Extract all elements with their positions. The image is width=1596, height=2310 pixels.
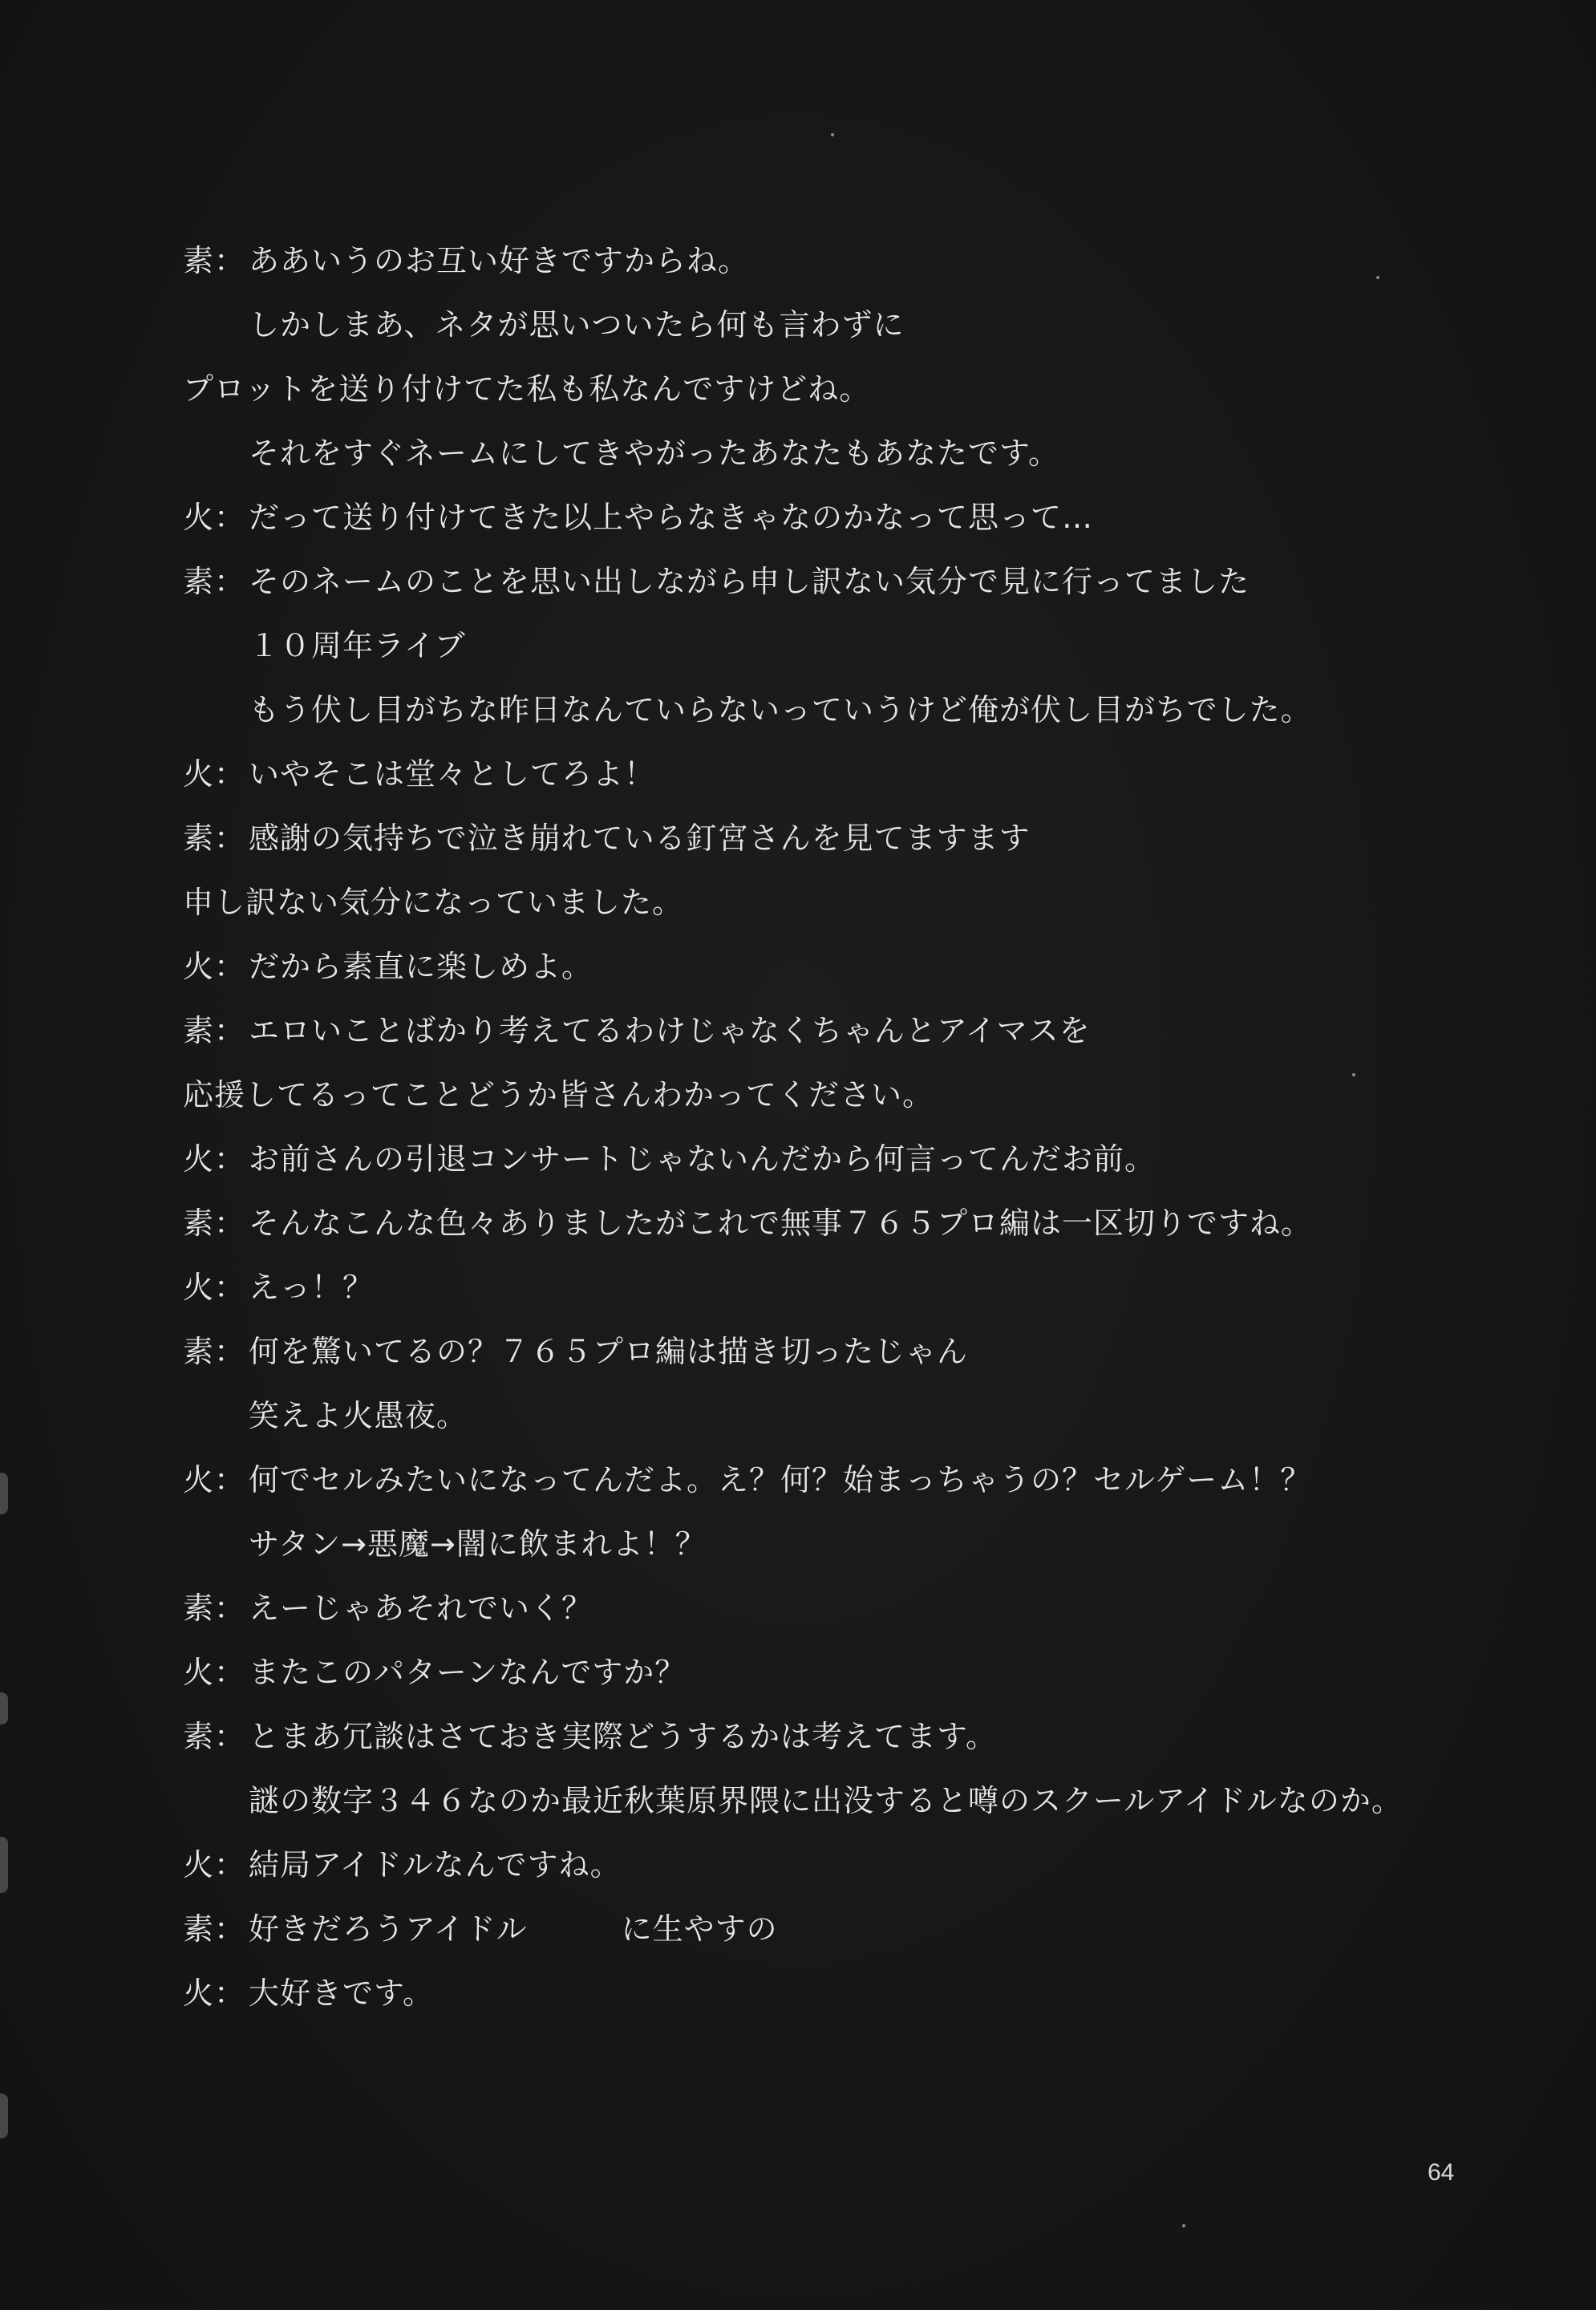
dialogue-text: そんなこんな色々ありましたがこれで無事７６５プロ編は一区切りですね。 <box>249 1206 1313 1241</box>
dialogue-line <box>183 1769 1498 1833</box>
dialogue-text: ああいうのお互い好きですからね。 <box>249 243 750 278</box>
speaker-label: 素： <box>183 1334 246 1369</box>
dialogue-text: 何でセルみたいになってんだよ。え？何？始まっちゃうの？セルゲーム！？ <box>249 1462 1312 1497</box>
speaker-label: 火： <box>183 1141 246 1177</box>
speaker-label: 素： <box>183 1911 246 1947</box>
dialogue-line <box>183 934 1498 999</box>
page-number: 64 <box>1428 2159 1455 2186</box>
speaker-label: 素： <box>183 1013 246 1048</box>
dialogue-text: お前さんの引退コンサートじゃないんだから何言ってんだお前。 <box>249 1141 1156 1177</box>
dialogue-line <box>183 357 1498 421</box>
binding-mark <box>0 1692 8 1724</box>
speaker-label: 火： <box>183 756 246 792</box>
dust-speck <box>1376 276 1379 279</box>
dialogue-line <box>183 1961 1498 2025</box>
dialogue-line <box>183 1512 1498 1576</box>
dialogue-text: だって送り付けてきた以上やらなきゃなのかなって思って… <box>249 500 1094 535</box>
speaker-label: 素： <box>183 243 246 278</box>
speaker-label: 火： <box>183 1847 246 1882</box>
dialogue-line <box>183 1640 1498 1704</box>
dialogue-line <box>183 806 1498 870</box>
dialogue-line <box>183 549 1498 614</box>
dust-speck <box>1352 1073 1355 1076</box>
speaker-label: 素： <box>183 1591 246 1626</box>
dialogue-line <box>183 1191 1498 1255</box>
dialogue-line <box>183 1063 1498 1127</box>
dialogue-text: そのネームのことを思い出しながら申し訳ない気分で見に行ってました <box>249 564 1250 599</box>
dialogue-text: 大好きです。 <box>249 1976 434 2011</box>
dialogue-line <box>183 742 1498 806</box>
dialogue-text: 結局アイドルなんですね。 <box>249 1847 622 1882</box>
speaker-label: 火： <box>183 949 246 984</box>
dialogue-text: プロットを送り付けてた私も私なんですけどね。 <box>183 371 871 407</box>
dialogue-line <box>183 293 1498 357</box>
dialogue-text: もう伏し目がちな昨日なんていらないっていうけど俺が伏し目がちでした。 <box>249 692 1312 727</box>
speaker-label: 火： <box>183 1655 246 1690</box>
binding-mark <box>0 1473 8 1514</box>
dialogue-text: だから素直に楽しめよ。 <box>249 949 593 984</box>
speaker-label: 素： <box>183 1206 246 1241</box>
dialogue-text: それをすぐネームにしてきやがったあなたもあなたです。 <box>249 436 1059 471</box>
dialogue-line <box>183 229 1498 293</box>
dialogue-line <box>183 1127 1498 1191</box>
dialogue-text: 好きだろうアイドル に生やすの <box>249 1911 778 1947</box>
dialogue-line <box>183 421 1498 485</box>
dialogue-line <box>183 614 1498 678</box>
dialogue-line <box>183 1897 1498 1961</box>
dialogue-text: とまあ冗談はさておき実際どうするかは考えてます。 <box>249 1719 997 1754</box>
dialogue-line <box>183 1833 1498 1897</box>
dialogue-text: しかしまあ、ネタが思いついたら何も言わずに <box>249 307 905 342</box>
dialogue-text: 応援してるってことどうか皆さんわかってください。 <box>183 1077 934 1112</box>
dialogue-text: いやそこは堂々としてろよ！ <box>249 756 656 792</box>
dialogue-line <box>183 870 1498 934</box>
speaker-label: 素： <box>183 1719 246 1754</box>
speaker-label: 火： <box>183 1270 246 1305</box>
dialogue-list <box>183 229 1498 2025</box>
dialogue-text: 何を驚いてるの？７６５プロ編は描き切ったじゃん <box>249 1334 969 1369</box>
dialogue-line <box>183 999 1498 1063</box>
dust-speck <box>831 133 834 136</box>
dialogue-text: 感謝の気持ちで泣き崩れている釘宮さんを見てますます <box>249 821 1031 856</box>
dialogue-line <box>183 1704 1498 1769</box>
binding-mark <box>0 1837 8 1893</box>
speaker-label: 火： <box>183 1976 246 2011</box>
dialogue-text: １０周年ライブ <box>249 628 466 663</box>
dialogue-text: えーじゃあそれでいく？ <box>249 1591 593 1626</box>
dialogue-line <box>183 1255 1498 1319</box>
dialogue-line <box>183 1448 1498 1512</box>
dust-speck <box>1182 2224 1185 2227</box>
speaker-label: 火： <box>183 500 246 535</box>
dialogue-line <box>183 1384 1498 1448</box>
binding-mark <box>0 2093 8 2138</box>
speaker-label: 素： <box>183 564 246 599</box>
dialogue-text: またこのパターンなんですか？ <box>249 1655 687 1690</box>
dialogue-line <box>183 1576 1498 1640</box>
speaker-label: 素： <box>183 821 246 856</box>
speaker-label: 火： <box>183 1462 246 1497</box>
dialogue-text: 笑えよ火愚夜。 <box>249 1398 468 1433</box>
dialogue-text: えっ！？ <box>249 1270 375 1305</box>
dialogue-text: エロいことばかり考えてるわけじゃなくちゃんとアイマスを <box>249 1013 1091 1048</box>
dialogue-line <box>183 678 1498 742</box>
dialogue-text: 謎の数字３４６なのか最近秋葉原界隈に出没すると噂のスクールアイドルなのか。 <box>249 1783 1403 1818</box>
dialogue-line <box>183 485 1498 549</box>
dialogue-text: 申し訳ない気分になっていました。 <box>183 885 684 920</box>
dialogue-text: サタン→悪魔→闇に飲まれよ！？ <box>249 1526 707 1562</box>
dialogue-line <box>183 1319 1498 1384</box>
